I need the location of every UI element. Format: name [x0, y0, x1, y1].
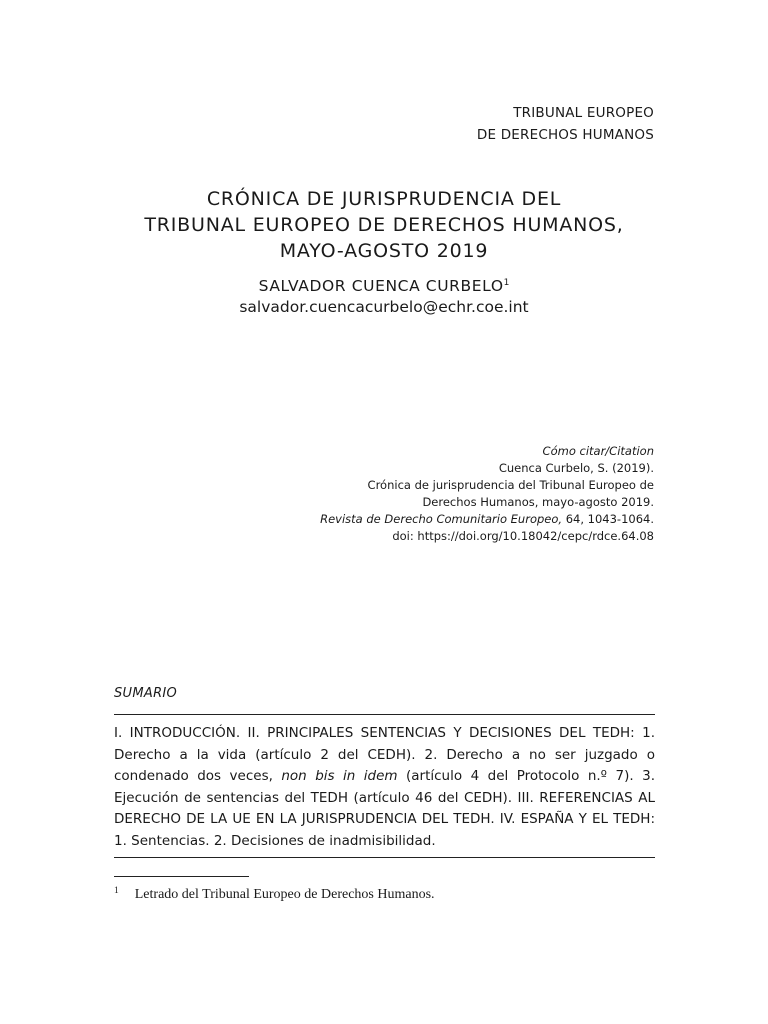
sumario-text-italic: non bis in idem — [281, 768, 398, 784]
author-name: SALVADOR CUENCA CURBELO — [258, 277, 504, 295]
footnote-separator — [114, 876, 249, 877]
sumario-label: SUMARIO — [114, 686, 178, 701]
sumario-text-part-1: I. INTRODUCCIÓN. II. PRINCIPALES SENTENCIAS Y DECISIONES DEL TEDH: 1. Derecho a la vida (artículo 2 del CEDH). 2. Derecho a no ser juzgado o condenado dos veces, — [114, 725, 655, 784]
author-footnote-mark[interactable]: 1 — [503, 278, 510, 288]
author-block — [0, 272, 768, 317]
title-line-3: MAYO-AGOSTO 2019 — [279, 240, 489, 262]
sumario-bottom-rule — [114, 857, 655, 858]
author-name-line — [0, 272, 768, 297]
citation-line-2: Crónica de jurisprudencia del Tribunal Europeo de — [367, 478, 654, 492]
author-email[interactable]: salvador.cuencacurbelo@echr.coe.int — [239, 298, 529, 316]
article-title — [0, 186, 768, 264]
citation-block — [320, 443, 654, 545]
running-head-line-1: TRIBUNAL EUROPEO — [513, 105, 654, 121]
citation-volume-pages: 64, 1043-1064. — [562, 512, 654, 526]
running-head-line-2: DE DERECHOS HUMANOS — [476, 127, 654, 143]
citation-journal: Revista de Derecho Comunitario Europeo, — [320, 512, 563, 526]
title-line-1: CRÓNICA DE JURISPRUDENCIA DEL — [206, 188, 562, 210]
running-head — [477, 102, 654, 146]
citation-doi[interactable]: doi: https://doi.org/10.18042/cepc/rdce.64.08 — [392, 529, 654, 543]
footnote — [114, 882, 435, 904]
citation-heading: Cómo citar/Citation — [542, 444, 654, 458]
footnote-text: Letrado del Tribunal Europeo de Derechos Humanos. — [134, 887, 435, 902]
citation-journal-line — [320, 511, 654, 528]
sumario-text-part-2: (artículo 4 del Protocolo n.º 7). 3. Ejecución de sentencias del TEDH (artículo 46 del CEDH). III. REFERENCIAS AL DERECHO DE LA UE EN LA JURISPRUDENCIA DEL TEDH. IV. ESPAÑA Y EL TEDH: 1. Sentencias. 2. Decisiones de inadmisibilidad. — [114, 768, 655, 849]
footnote-number: 1 — [114, 886, 119, 896]
citation-line-3: Derechos Humanos, mayo-agosto 2019. — [422, 495, 654, 509]
title-line-2: TRIBUNAL EUROPEO DE DERECHOS HUMANOS, — [144, 214, 624, 236]
sumario-top-rule — [114, 714, 655, 715]
sumario-text — [114, 723, 655, 852]
citation-line-1: Cuenca Curbelo, S. (2019). — [498, 461, 654, 475]
